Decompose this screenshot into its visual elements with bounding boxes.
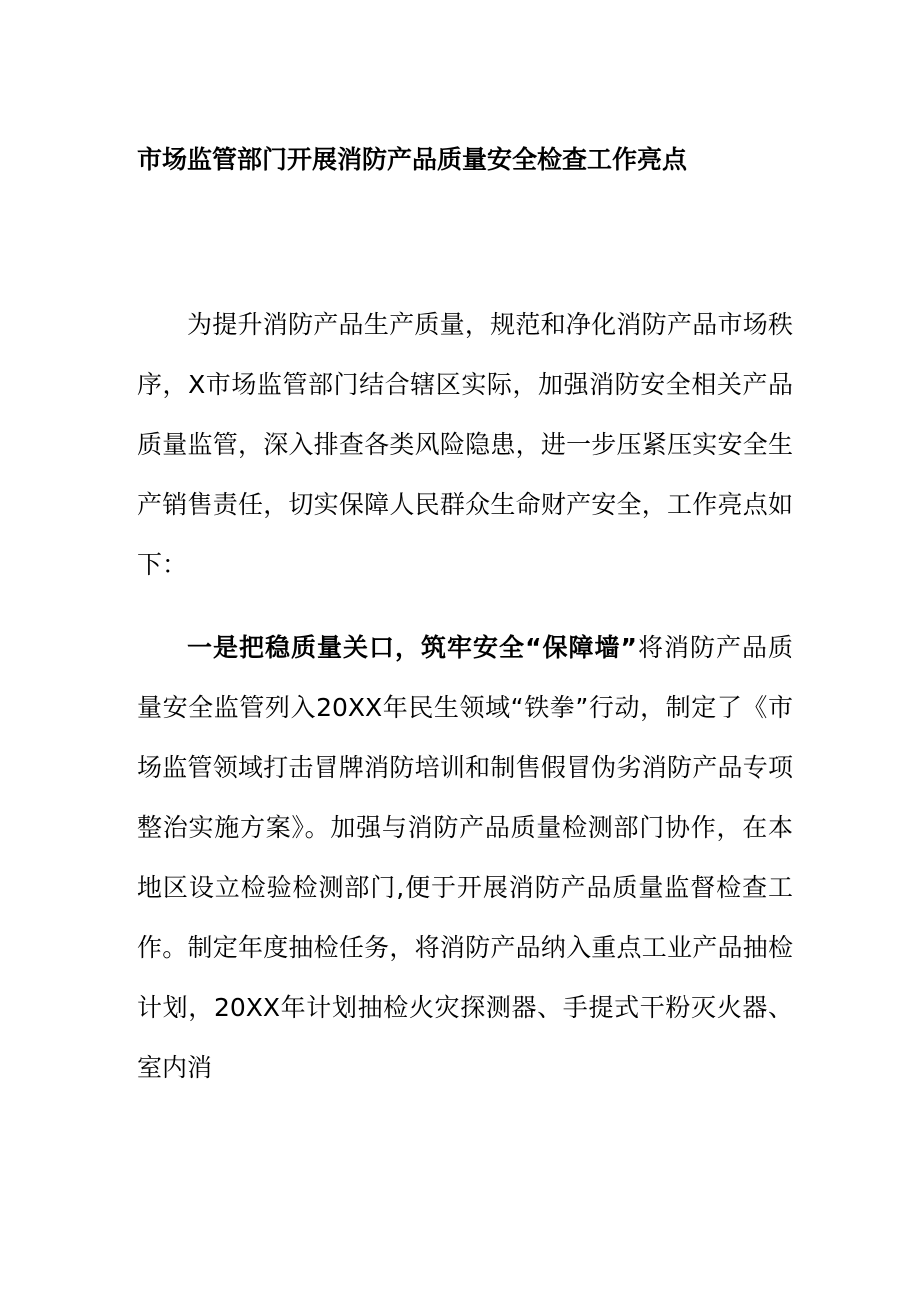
intro-paragraph: 为提升消防产品生产质量，规范和净化消防产品市场秩序，X市场监管部门结合辖区实际，加强消防安全相关产品质量监管，深入排查各类风险隐患，进一步压紧压实安全生产销售责任，切实保障人民群众生命财产安全，工作亮点如下： — [137, 310, 793, 579]
point-one-paragraph — [137, 618, 793, 1098]
document-title: 市场监管部门开展消防产品质量安全检查工作亮点 — [137, 145, 688, 174]
point-one-text: 将消防产品质量安全监管列入20XX年民生领域“铁拳”行动，制定了《市场监管领域打击冒牌消防培训和制售假冒伪劣消防产品专项整治实施方案》。加强与消防产品质量检测部门协作，在本地区设立检验检测部门,便于开展消防产品质量监督检查工作。制定年度抽检任务，将消防产品纳入重点工业产品抽检计划，20XX年计划抽检火灾探测器、手提式干粉灭火器、室内消 — [137, 633, 793, 1082]
point-one-heading: 一是把稳质量关口，筑牢安全“保障墙” — [187, 633, 637, 662]
